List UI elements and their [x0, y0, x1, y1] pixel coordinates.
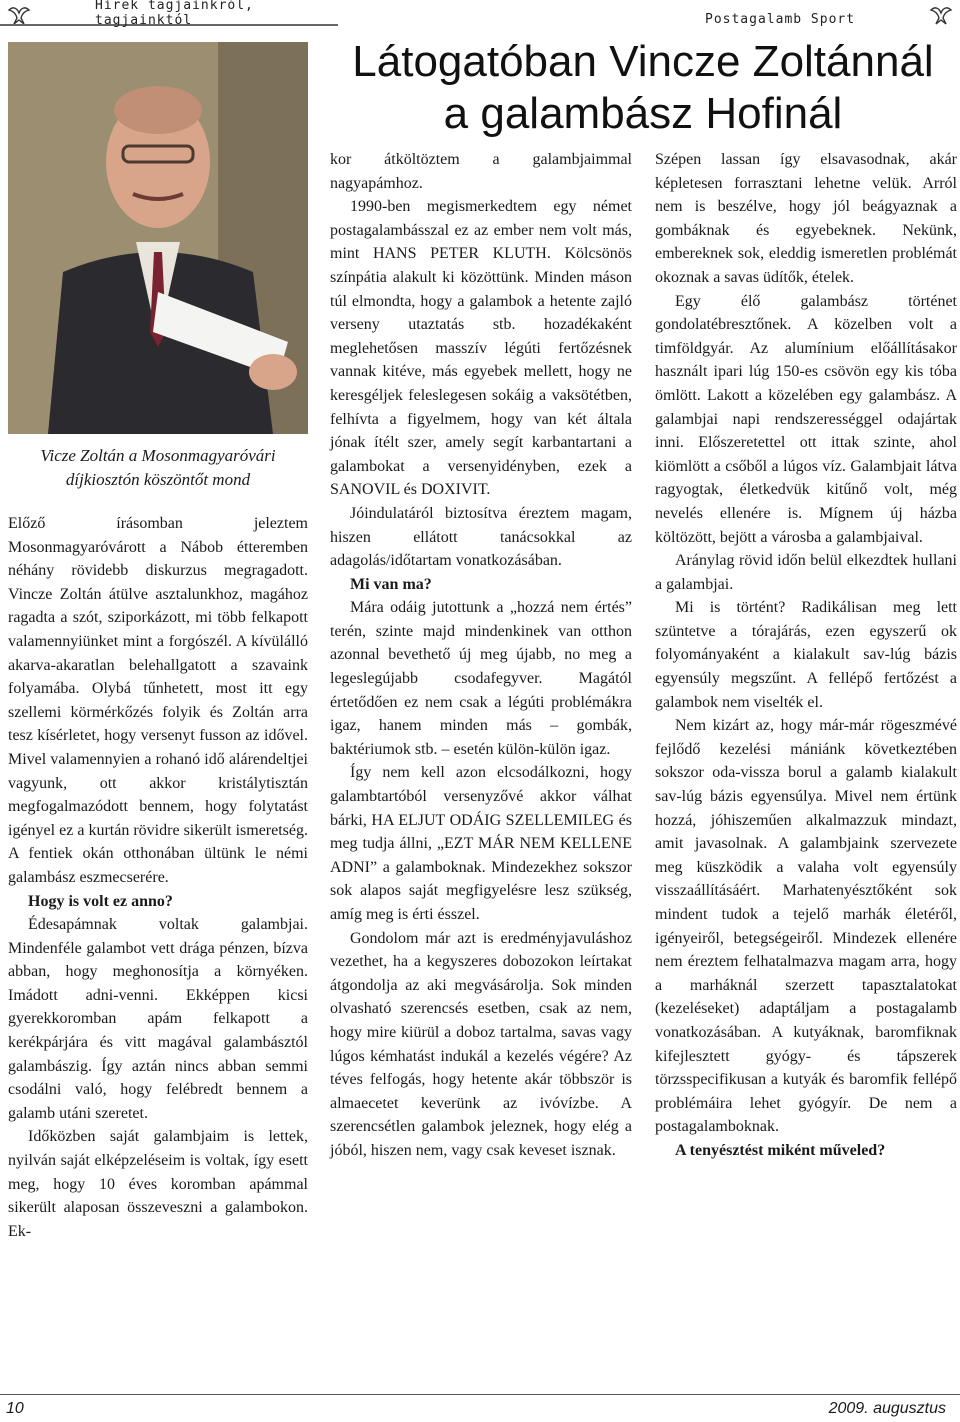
paragraph: Jóindulatáról biztosítva éreztem magam, hiszen ellátott tanácsokkal az adagolás/időtartam vonatkozásában.: [330, 504, 632, 570]
photo-man-speaking: [8, 42, 308, 434]
subheading: Hogy is volt ez anno?: [28, 892, 173, 910]
section-header: [0, 2, 338, 26]
subheading: Mi van ma?: [350, 575, 432, 593]
paragraph: 1990-ben megismerkedtem egy német postagalambásszal ez az ember nem volt más, mint HANS PETER KLUTH. Kölcsönös színpátia alakult ki közöttünk. Minden máson túl elmondta, hogy a galambok a hetente zajló verseny utaztatás stb. hozadékaként meglehetősen masszív légúti fertőzésnek vannak kitéve, más egyebek mellett, hogy ne keresgéljek feleslegesen sokáig a vaksötétben, felhívta a figyelmem, hogy van két általa jónak ítélt szer, amely segít karbantartani a galambokat a versenyidényben, ezek a SANOVIL és DOXIVIT.: [330, 198, 632, 499]
subheading: A tenyésztést miként műveled?: [675, 1141, 886, 1159]
article-column-1: [8, 512, 308, 1243]
photo-caption: Vicze Zoltán a Mosonmagyaróvári díjkiosztón köszöntőt mond: [40, 446, 276, 489]
section-header-text: Hírek tagjainkról, tagjainktól: [95, 0, 254, 28]
paragraph: Mi is történt? Radikálisan meg lett szüntetve a tórajárás, ezen egyszerű ok folyományaként a kialakult sav-lúg bázis egyensúly megszűnt. A fellépő fertőzést a galambok nem viselték el.: [655, 599, 957, 711]
magazine-name: Postagalamb Sport: [705, 11, 856, 27]
paragraph: Édesapámnak voltak galambjai. Mindenféle galambot vett drága pénzen, bízva abban, hogy meghonosítja a környéken. Imádott adni-venni. Ekképpen kicsi gyerekkoromban apám felkapott a kerékpárjára és vitt magával galambásztól galambászig. Így aztán nincs abban semmi csodálni való, hogy felébredt bennem a galamb utáni szeretet.: [8, 916, 308, 1122]
paragraph: Előző írásomban jeleztem Mosonmagyaróvárott a Nábob étteremben néhány rövidebb diskurzus megragadott. Vincze Zoltán átülve asztalunkhoz, magához ragadta a szót, sziporkázott, mi több felkapott valamennyiünket mint a forgószél. A kívülálló akarva-akaratlan belehallgatott a szavaink folyamába. Olybá tűnhetett, most itt egy szellemi körmérkőzés folyik és Zoltán arra tesz kísérletet, hogy versenyt fusson az idővel. Mivel valamennyien a rohanó idő alárendeltjei vagyunk, ott akkor kristálytisztán megfogalmazódott bennem, hogy folytatást igényel ez a kurtán rövidre sikerült ismeretség. A fentiek okán otthonában ültünk le némi galambász eszmecserére.: [8, 515, 308, 886]
page-number: 10: [6, 1400, 24, 1417]
article-title: [338, 36, 948, 140]
article-title-line1: Látogatóban Vincze Zoltánnál: [352, 37, 934, 86]
article-column-2: [330, 148, 632, 1163]
paragraph: Szépen lassan így elsavasodnak, akár képletesen forrasztani lehetne velük. Arról nem is beszélve, hogy jól beágyaznak a gombáknak és egyebeknek. Nekünk, embereknek sok, eleddig ismeretlen problémát okoznak a savas üdítők, ételek.: [655, 151, 957, 286]
paragraph: Nem kizárt az, hogy már-már rögeszmévé fejlődő kezelési mániánk következtében sokszor oda-vissza borul a galamb kialakult sav-lúg bázis egyensúlya. Mivel nem értünk hozzá, jóhiszeműen alkalmazzuk mindazt, amit javasolnak. A galambjaink szervezete meg küszködik a valaha volt egyensúly visszaállításáért. Marhatenyésztőként sok mindent tudok a tejelő marhák életéről, igényeiről, betegségeiről. Mindezek ellenére nem éreztem felhatalmazva magam arra, hogy a marháknál szerzett tapasztalatokat (kezeléseket) adaptáljam a postagalamb vonatkozásában. A kutyáknak, baromfiknak kifejlesztett gyógy- és tápszerek törzsspecifikusan a kutyák és baromfik fellépő problémáira lehet gyógyír. De nem a postagalamboknak.: [655, 717, 957, 1136]
paragraph: Így nem kell azon elcsodálkozni, hogy galambtartóból versenyzővé akkor válhat bárki, HA ELJUT ODÁIG SZELLEMILEG és meg tudja állni, „EZT MÁR NEM KELLENE ADNI” a galamboknak. Mindezekhez sokszor sok alapos saját megfigyelésre lesz szükség, amíg meg is érti ésszel.: [330, 764, 632, 923]
paragraph: Gondolom már azt is eredményjavuláshoz vezethet, ha a kegyszeres dobozokon leírtakat átgondolja az aki megvásárolja. Sok minden olvasható szerencsés esetben, csak az nem, hogy mire kiürül a doboz tartalma, savas vagy lúgos kémhatást indukál a kezelés végére? Az téves felfogás, hogy hetente akár többször is almaecetet keverünk az ivóvízbe. A szerencsétlen galambok jeleznek, hogy elég a jóból, hiszen nem, vagy csak keveset isznak.: [330, 929, 632, 1159]
issue-date: 2009. augusztus: [828, 1400, 946, 1417]
article-photo: [8, 42, 308, 434]
dove-logo-icon: [928, 2, 954, 28]
footer-divider: [0, 1394, 960, 1395]
paragraph: kor átköltöztem a galambjaimmal nagyapámhoz.: [330, 151, 632, 192]
paragraph: Aránylag rövid időn belül elkezdtek hullani a galambjai.: [655, 552, 957, 593]
article-title-line2: a galambász Hofinál: [443, 89, 843, 138]
article-column-3: [655, 148, 957, 1163]
paragraph: Mára odáig jutottunk a „hozzá nem értés” terén, szinte majd mindenkinek van otthon azonnal bevethető új meg újabb, no meg a legeslegújabb csodafegyver. Magától értetődően ez nem csak a légúti problémákra igaz, hanem minden más – gombák, baktériumok stb. – esetén külön-külön igaz.: [330, 599, 632, 758]
paragraph: Egy élő galambász történet gondolatébresztőnek. A közelben volt a timföldgyár. Az alumínium előállításakor használt ipari lúg 150-es csövön egy kis tóba ömlött. Lakott a közelében egy galambász. A galambjai napi rendszerességgel odajártak inni. Előszeretettel ott ittak szinte, ahol kiömlött a csőből a lúgos víz. Galambjait látva ragyogtak, életkedvük kitűnő volt, még nevelés ellenére is. Mígnem új házba költözött, bejött a városba a galambjaival.: [655, 292, 957, 546]
paragraph: Időközben saját galambjaim is lettek, nyilván saját elképzeléseim is voltak, így esett meg, hogy 10 éves koromban apámmal sikerült alaposan összeveszni a galambokon. Ek-: [8, 1128, 308, 1240]
